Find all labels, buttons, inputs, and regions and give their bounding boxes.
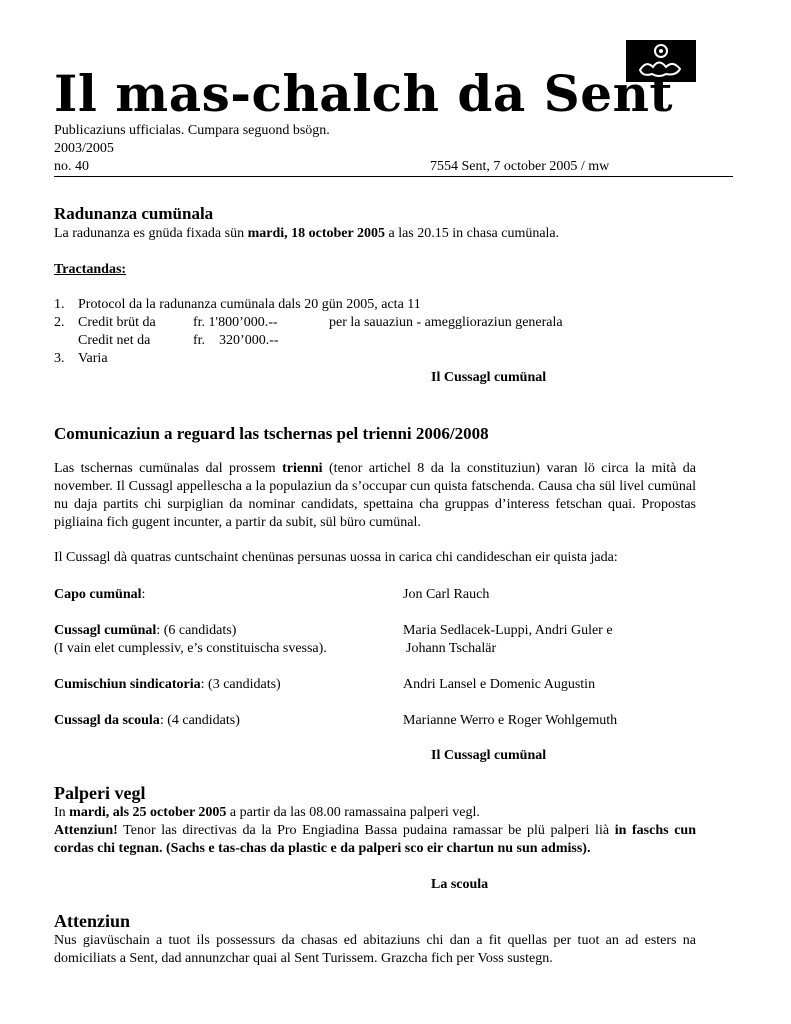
- candidate-names: Maria Sedlacek-Luppi, Andri Guler e: [403, 623, 613, 638]
- candidate-names: Andri Lansel e Domenic Augustin: [403, 677, 596, 692]
- section-heading-radunanza: Radunanza cumünala: [54, 204, 214, 223]
- candidate-role: Cussagl cumünal: (6 candidats): [54, 623, 237, 638]
- attenziun-paragraph: Nus giavüschain a tuot ils possessurs da chasas ed abitaziuns chi dan a fit quellas per tuot an ad esters na domiciliats a Sent, dad annunzchar quai al Sent Turissem. Grazcha fich per Voss sustegn.: [54, 933, 696, 966]
- credit-net-amount: fr. 320’000.--: [193, 333, 279, 348]
- header-divider: [54, 176, 733, 177]
- candidate-role: Cumischiun sindicatoria: (3 candidats): [54, 677, 281, 692]
- candidate-role: Capo cumünal:: [54, 587, 146, 602]
- agenda-item-text: Varia: [78, 351, 108, 366]
- palperi-attention: Attenziun! Tenor las directivas da la Pro Engiadina Bassa pudaina ramassar be plü palperi lià in faschs cun cordas chi tegnan. (Sachs e tas-chas da plastic e da palperi sco eir chartun nu sun admiss).: [54, 823, 696, 856]
- candidate-names: Johann Tschalär: [406, 641, 497, 656]
- signature-cussagl: Il Cussagl cumünal: [431, 370, 547, 385]
- radunanza-intro: La radunanza es gnüda fixada sün mardi, 18 october 2005 a las 20.15 in chasa cumünala.: [54, 226, 560, 241]
- agenda-item-text: Protocol da la radunanza cumünala dals 20 gün 2005, acta 11: [78, 297, 421, 312]
- agenda-item-number: 1.: [54, 297, 65, 312]
- agenda-item-number: 2.: [54, 315, 65, 330]
- signature-cussagl: Il Cussagl cumünal: [431, 748, 547, 763]
- credit-net-label: Credit net da: [78, 333, 151, 348]
- candidate-role-note: (I vain elet cumplessiv, e’s constituischa svessa).: [54, 641, 327, 656]
- section-heading-palperi: Palperi vegl: [54, 783, 146, 803]
- credit-purpose: per la sauaziun - amegglioraziun generala: [329, 315, 563, 330]
- agenda-item-number: 3.: [54, 351, 65, 366]
- palperi-date-line: In mardi, als 25 october 2005 a partir da las 08.00 ramassaina palperi vegl.: [54, 805, 480, 820]
- credit-brut-label: Credit brüt da: [78, 315, 156, 330]
- publication-subtitle: Publicaziuns ufficialas. Cumpara seguond bsögn.: [54, 123, 330, 138]
- publication-year: 2003/2005: [54, 141, 114, 156]
- candidate-role: Cussagl da scoula: (4 candidats): [54, 713, 240, 728]
- tractandas-label: Tractandas:: [54, 262, 127, 277]
- section-heading-comunicaziun: Comunicaziun a reguard las tschernas pel trienni 2006/2008: [54, 424, 489, 443]
- place-date: 7554 Sent, 7 october 2005 / mw: [430, 159, 610, 174]
- issue-number: no. 40: [54, 159, 89, 174]
- comunicaziun-paragraph: Las tschernas cumünalas dal prossem trienni (tenor artichel 8 da la constituziun) varan lö circa la mità da november. Il Cussagl appellescha a la populaziun da s’occupar cun quista fatschenda. Causa cha sül livel cumünal nu daja partits chi surpiglian da nominar candidats, spettaina cha gruppas d’interess fetschan quai. Propostas pigliaina fich gugent incunter, a partir da subit, sül büro cumünal.: [54, 461, 696, 530]
- candidate-names: Marianne Werro e Roger Wohlgemuth: [403, 713, 618, 728]
- newspaper-title: Il mas-chalch da Sent: [54, 64, 674, 123]
- section-heading-attenziun: Attenziun: [54, 911, 130, 931]
- candidate-names: Jon Carl Rauch: [403, 587, 490, 602]
- credit-brut-amount: fr. 1'800’000.--: [193, 315, 278, 330]
- comunicaziun-candidates-intro: Il Cussagl dà quatras cuntschaint chenünas persunas uossa in carica chi candideschan eir quista jada:: [54, 550, 618, 565]
- signature-scoula: La scoula: [431, 877, 489, 892]
